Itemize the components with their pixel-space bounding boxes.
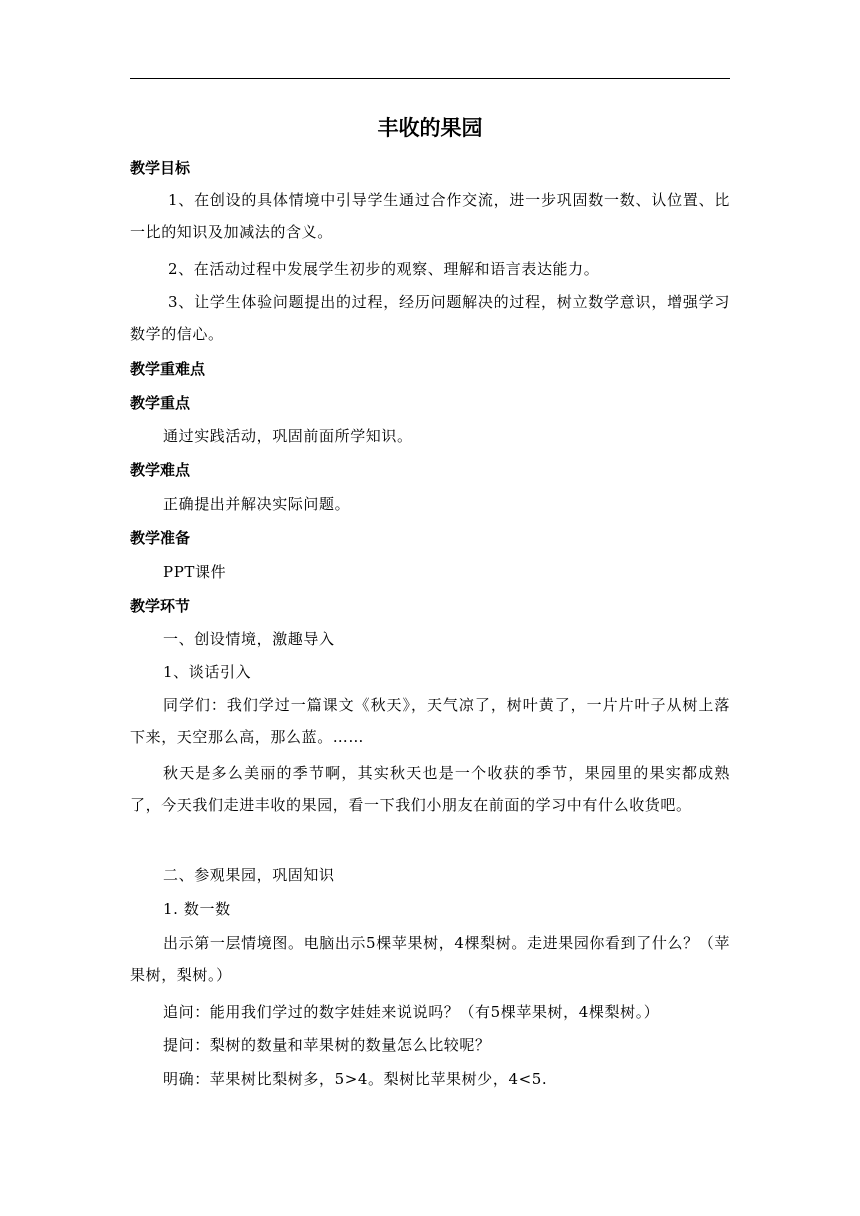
part-1-paragraph-2: 秋天是多么美丽的季节啊，其实秋天也是一个收获的季节，果园里的果实都成熟了，今天我们走进丰收的果园，看一下我们小朋友在前面的学习中有什么收货吧。: [130, 764, 730, 814]
objective-3: 3、让学生体验问题提出的过程，经历问题解决的过程，树立数学意识，增强学习数学的信心。: [130, 293, 730, 343]
preparation-heading: 教学准备: [130, 529, 191, 547]
part-1-step-1: 1、谈话引入: [163, 663, 252, 681]
part-2-paragraph-4: 明确：苹果树比梨树多，5>4。梨树比苹果树少，4<5.: [163, 1070, 548, 1088]
difficult-points-text: 正确提出并解决实际问题。: [163, 495, 351, 513]
key-points-text: 通过实践活动，巩固前面所学知识。: [163, 427, 413, 445]
part-1-title: 一、创设情境，激趣导入: [163, 630, 335, 648]
objective-1: 1、在创设的具体情境中引导学生通过合作交流，进一步巩固数一数、认位置、比一比的知识及加减法的含义。: [130, 191, 730, 241]
part-1-paragraph-1: 同学们：我们学过一篇课文《秋天》，天气凉了，树叶黄了，一片片叶子从树上落下来，天空那么高，那么蓝。……: [130, 696, 730, 746]
part-2-paragraph-1: 出示第一层情境图。电脑出示5棵苹果树，4棵梨树。走进果园你看到了什么？（苹果树，梨树。）: [130, 934, 730, 984]
key-points-heading: 教学重点: [130, 394, 191, 412]
objectives-heading: 教学目标: [130, 159, 191, 177]
objective-2: 2、在活动过程中发展学生初步的观察、理解和语言表达能力。: [168, 260, 600, 278]
process-heading: 教学环节: [130, 597, 191, 615]
page-title: 丰收的果园: [377, 116, 483, 140]
preparation-text: PPT课件: [163, 563, 227, 581]
difficult-points-heading: 教学难点: [130, 461, 191, 479]
part-2-step-1: 1. 数一数: [163, 900, 231, 918]
key-difficult-heading: 教学重难点: [130, 360, 206, 378]
part-2-paragraph-3: 提问：梨树的数量和苹果树的数量怎么比较呢？: [163, 1036, 491, 1054]
part-2-title: 二、参观果园，巩固知识: [163, 866, 335, 884]
header-rule: [130, 78, 730, 79]
part-2-paragraph-2: 追问：能用我们学过的数字娃娃来说说吗？（有5棵苹果树，4棵梨树。）: [163, 1003, 660, 1021]
